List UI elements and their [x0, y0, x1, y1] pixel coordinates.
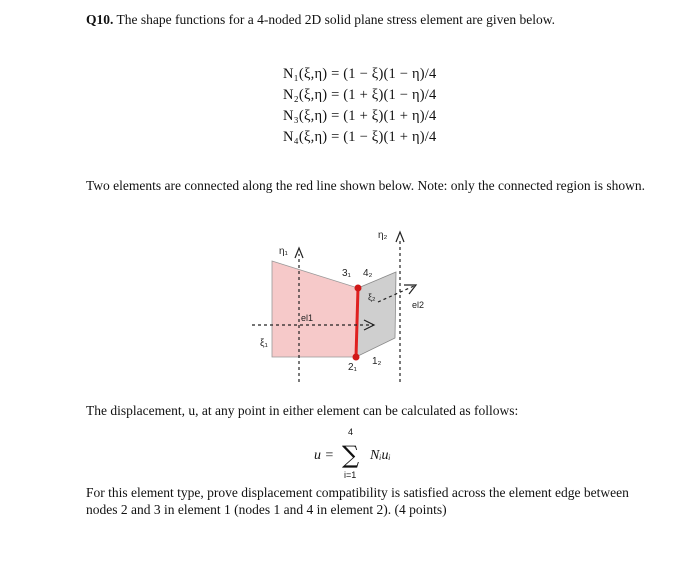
- formula-term: Nᵢuᵢ: [370, 448, 391, 463]
- shared-edge: [356, 288, 358, 357]
- formula-lower-limit: i=1: [344, 470, 357, 480]
- node-3-element-1-label: 3₁: [342, 268, 351, 279]
- formula-upper-limit: 4: [348, 427, 354, 437]
- shape-function-n1: N₁(ξ,η) = (1 − ξ)(1 − η)/4: [283, 66, 437, 82]
- element-2-region: [356, 272, 396, 357]
- shape-function-n2: N₂(ξ,η) = (1 + ξ)(1 − η)/4: [283, 87, 437, 103]
- eta1-label: η₁: [279, 246, 288, 257]
- node-4-element-2-label: 4₂: [363, 268, 373, 279]
- prove-paragraph: For this element type, prove displacement compatibility is satisfied across the element edge between nodes 2 and 3 in element 1 (nodes 1 and 4 in element 2). (4 points): [86, 485, 629, 517]
- eta1-arrowhead: [295, 248, 303, 258]
- node-bottom: [353, 354, 360, 361]
- eta2-arrowhead: [396, 232, 404, 242]
- el1-label: el1: [301, 313, 314, 323]
- element-connection-diagram: [252, 222, 442, 382]
- displacement-paragraph: The displacement, u, at any point in either element can be calculated as follows:: [86, 403, 519, 418]
- eta2-label: η₂: [378, 230, 388, 241]
- shape-function-n4: N₄(ξ,η) = (1 − ξ)(1 + η)/4: [283, 129, 437, 145]
- connect-paragraph: Two elements are connected along the red line shown below. Note: only the connected region is shown.: [86, 178, 646, 193]
- formula-lhs: u =: [314, 448, 334, 463]
- node-top: [355, 285, 362, 292]
- xi2-label: ξ₂: [368, 292, 376, 302]
- el2-label: el2: [412, 300, 425, 310]
- shape-function-list: [283, 64, 436, 148]
- question-text: The shape functions for a 4-noded 2D solid plane stress element are given below.: [116, 12, 556, 27]
- node-2-element-1-label: 2₁: [348, 362, 357, 373]
- question-header: [86, 12, 555, 28]
- xi1-label: ξ₁: [260, 338, 268, 349]
- displacement-formula: [312, 426, 452, 482]
- node-1-element-2-label: 1₂: [372, 356, 382, 367]
- question-number: Q10.: [86, 12, 114, 27]
- formula-sigma: ∑: [342, 441, 360, 469]
- shape-function-n3: N₃(ξ,η) = (1 + ξ)(1 + η)/4: [283, 108, 437, 124]
